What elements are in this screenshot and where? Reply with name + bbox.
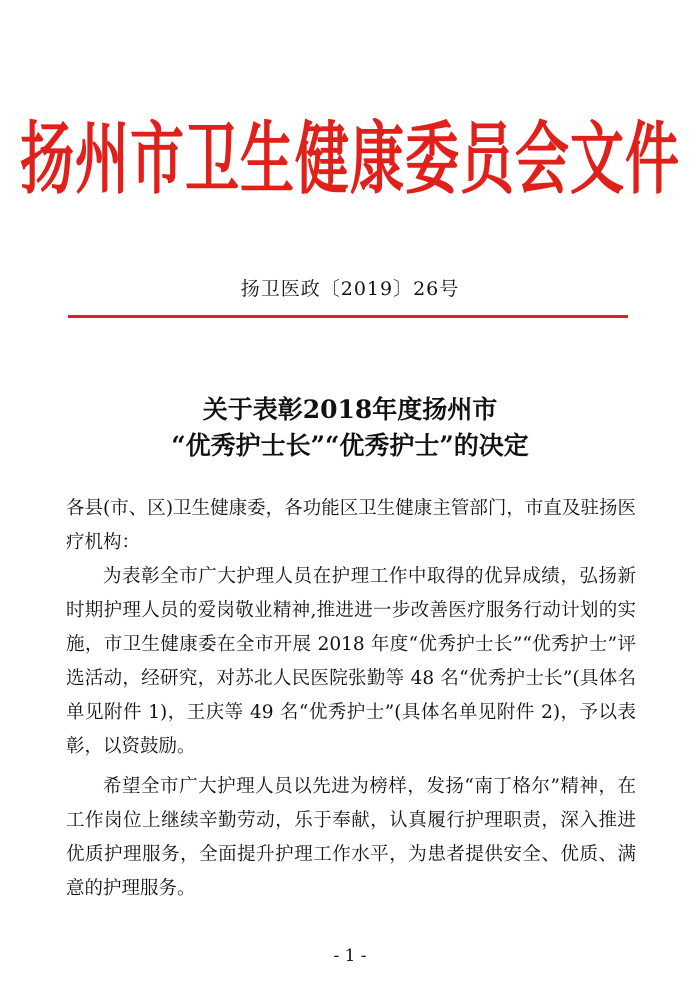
document-body — [66, 492, 636, 906]
title-line-1: 关于表彰2018年度扬州市 — [202, 395, 498, 424]
title-line-2: “优秀护士长”“优秀护士”的决定 — [171, 431, 529, 460]
red-divider-line — [68, 315, 628, 318]
document-masthead: 扬州市卫生健康委员会文件 — [20, 113, 680, 205]
body-paragraph-1: 为表彰全市广大护理人员在护理工作中取得的优异成绩，弘扬新时期护理人员的爱岗敬业精神,推进进一步改善医疗服务行动计划的实施，市卫生健康委在全市开展 2018 年度“优秀护士长”“优秀护士”评选活动，经研究，对苏北人民医院张勤等 48 名“优秀护士长”(具体名单见附件 1)，王庆等 49 名“优秀护士”(具体名单见附件 2)，予以表彰，以资鼓励。 — [66, 566, 636, 757]
salutation: 各县(市、区)卫生健康委，各功能区卫生健康主管部门，市直及驻扬医疗机构： — [66, 498, 636, 553]
body-paragraph-2: 希望全市广大护理人员以先进为榜样，发扬“南丁格尔”精神，在工作岗位上继续辛勤劳动，乐于奉献，认真履行护理职责，深入推进优质护理服务，全面提升护理工作水平，为患者提供安全、优质、满意的护理服务。 — [66, 776, 636, 899]
document-title — [0, 392, 700, 464]
document-number: 扬卫医政〔2019〕26号 — [240, 278, 460, 300]
page-number: - 1 - — [333, 946, 367, 966]
